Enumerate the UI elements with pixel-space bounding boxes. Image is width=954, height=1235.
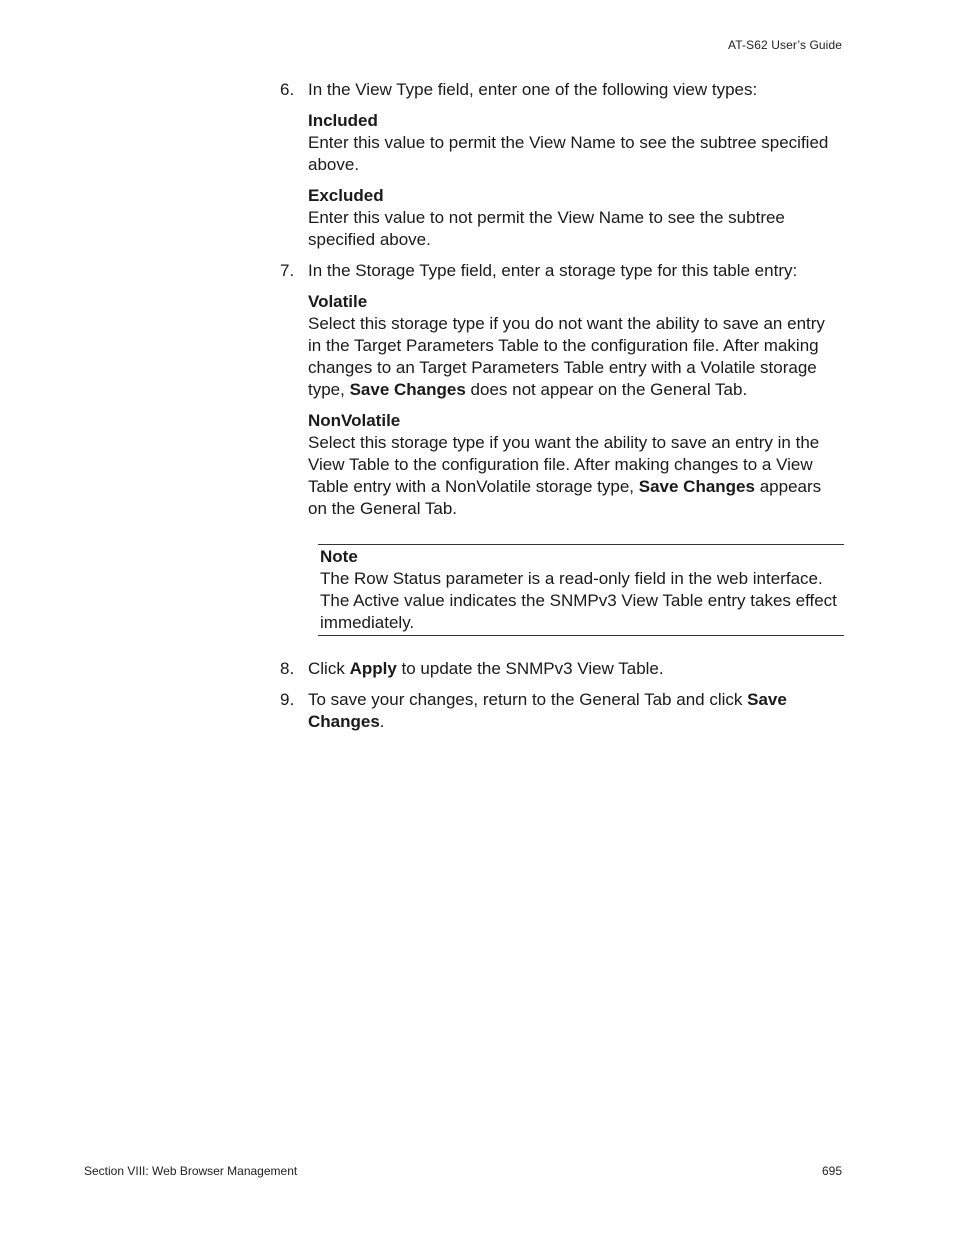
bold-ui-term: Save Changes [308, 690, 787, 731]
definition-included [308, 110, 842, 176]
text-run: does not appear on the General Tab. [465, 380, 748, 399]
step-number: 6. [280, 80, 295, 99]
page-body [280, 79, 842, 733]
bold-ui-term: Apply [349, 659, 397, 678]
footer-section: Section VIII: Web Browser Management [84, 1164, 298, 1178]
step-8 [280, 658, 842, 680]
definition-text: Enter this value to permit the View Name to see the subtree specified above. [308, 133, 829, 174]
definition-volatile [308, 291, 842, 401]
text-run: To save your changes, return to the General Tab and click [308, 690, 748, 709]
step-6 [280, 79, 842, 101]
page-number: 695 [821, 1164, 842, 1178]
definition-nonvolatile [308, 410, 842, 520]
definition-text [308, 313, 842, 401]
step-number: 7. [280, 261, 295, 280]
text-run: Click [308, 659, 350, 678]
step-text: In the Storage Type field, enter a storage type for this table entry: [308, 261, 798, 280]
step-9 [280, 689, 842, 733]
running-header: AT-S62 User’s Guide [728, 38, 842, 52]
definition-text [308, 432, 842, 520]
definition-term: NonVolatile [308, 411, 401, 430]
step-text [308, 659, 664, 678]
step-number: 9. [280, 690, 295, 709]
definition-excluded [308, 185, 842, 251]
step-number: 8. [280, 659, 295, 678]
definition-term: Included [308, 111, 378, 130]
text-run: to update the SNMPv3 View Table. [396, 659, 664, 678]
step-7 [280, 260, 842, 282]
note-text: The Row Status parameter is a read-only field in the web interface. The Active value indicates the SNMPv3 View Table entry takes effect immediately. [320, 569, 837, 632]
bold-ui-term: Save Changes [638, 477, 755, 496]
text-run: Select this storage type if you do not want the ability to save an entry in the Target Parameters Table to the configuration file. After making changes to an Target Parameters Table entry with a Volatile storage type, [308, 314, 825, 399]
definition-term: Volatile [308, 292, 368, 311]
definition-text: Enter this value to not permit the View Name to see the subtree specified above. [308, 208, 785, 249]
step-text: In the View Type field, enter one of the following view types: [308, 80, 758, 99]
step-text [308, 690, 787, 731]
note-box [318, 544, 844, 636]
note-title: Note [320, 547, 358, 566]
text-run: Select this storage type if you want the ability to save an entry in the View Table to the configuration file. After making changes to a View Table entry with a NonVolatile storage type, [308, 433, 820, 496]
bold-ui-term: Save Changes [349, 380, 466, 399]
definition-term: Excluded [308, 186, 384, 205]
text-run: appears on the General Tab. [308, 477, 822, 518]
text-run: . [379, 712, 385, 731]
